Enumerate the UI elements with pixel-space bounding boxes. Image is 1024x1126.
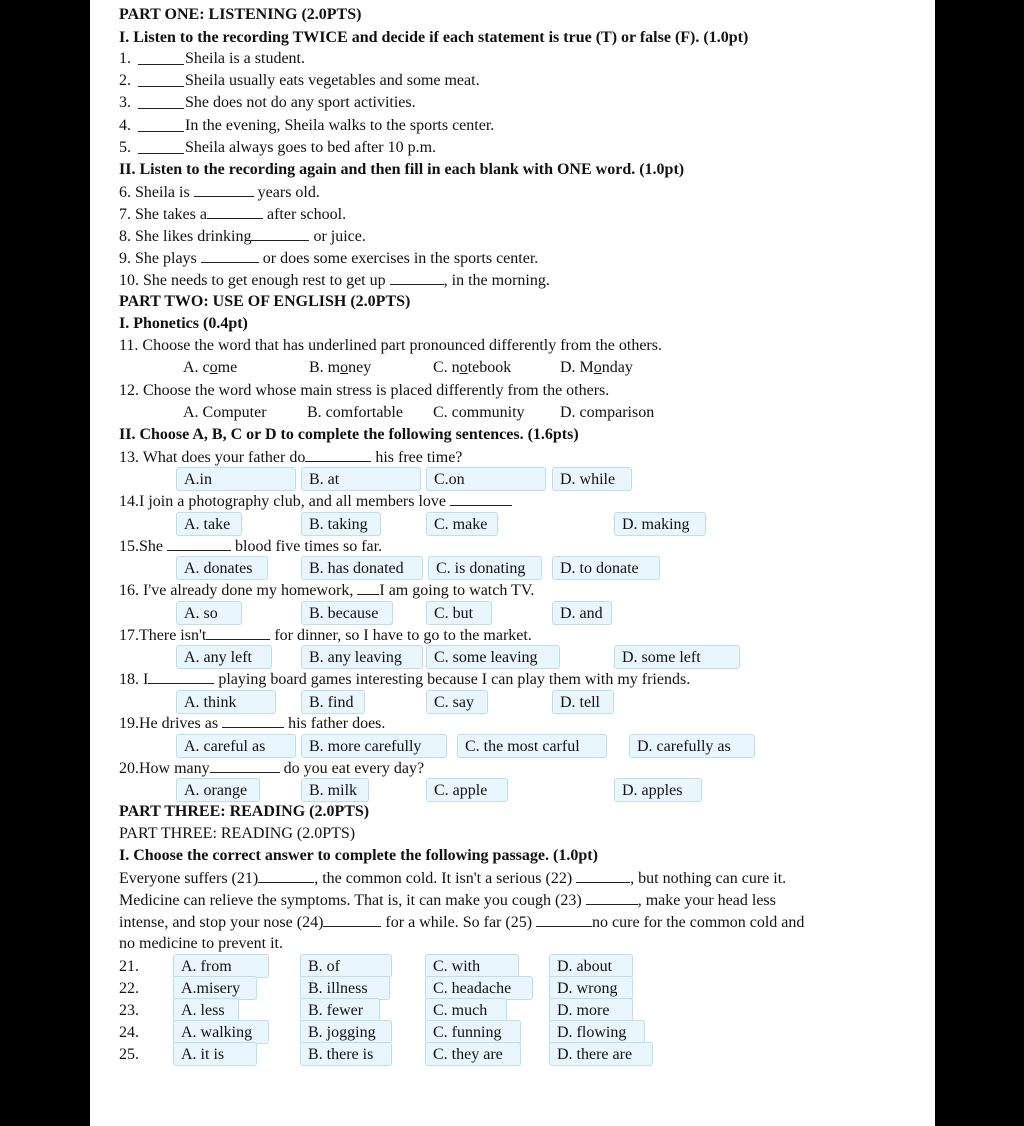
answer-blank[interactable]	[450, 491, 512, 506]
answer-blank[interactable]	[206, 625, 270, 640]
answer-blank[interactable]	[222, 713, 284, 728]
option-c[interactable]: C. say	[426, 690, 488, 714]
answer-blank[interactable]	[138, 50, 184, 65]
option-c[interactable]: C. with	[425, 954, 519, 978]
option-c[interactable]: C. much	[425, 998, 507, 1022]
option-b[interactable]: B. there is	[300, 1042, 392, 1066]
part-three-title-repeat: PART THREE: READING (2.0PTS)	[119, 825, 356, 842]
option-b[interactable]: B. find	[301, 690, 365, 714]
option-d[interactable]: D. flowing	[549, 1020, 645, 1044]
option-b[interactable]: B. more carefully	[301, 734, 447, 758]
option-d[interactable]: D. to donate	[552, 556, 660, 580]
part-one-section-2: II. Listen to the recording again and then fill in each blank with ONE word. (1.0pt)	[119, 161, 685, 178]
tf-statement: Sheila always goes to bed after 10 p.m.	[185, 139, 437, 156]
option-c[interactable]: C. funning	[425, 1020, 521, 1044]
option-b[interactable]: B. jogging	[300, 1020, 392, 1044]
tf-statement: She does not do any sport activities.	[185, 94, 416, 111]
option-a[interactable]: A. from	[173, 954, 269, 978]
item-number: 24.	[119, 1024, 139, 1041]
phonetics-heading: I. Phonetics (0.4pt)	[119, 315, 248, 332]
answer-blank[interactable]	[194, 182, 254, 197]
option-c[interactable]: C. is donating	[428, 556, 542, 580]
option-d[interactable]: D. comparison	[560, 404, 655, 421]
option-a[interactable]: A. less	[173, 998, 239, 1022]
answer-blank[interactable]	[201, 248, 259, 263]
option-c[interactable]: C. apple	[426, 778, 508, 802]
answer-blank[interactable]	[390, 270, 444, 285]
answer-blank[interactable]	[586, 890, 638, 905]
fill-item: 9. She plays or does some exercises in the sports center.	[119, 250, 539, 267]
fill-item: 6. Sheila is years old.	[119, 184, 320, 201]
option-b[interactable]: B. of	[300, 954, 392, 978]
answer-blank[interactable]	[148, 669, 214, 684]
passage-line: no medicine to prevent it.	[119, 935, 283, 952]
option-c[interactable]: C. but	[426, 601, 492, 625]
answer-blank[interactable]	[138, 139, 184, 154]
option-d[interactable]: D. some left	[614, 645, 740, 669]
question-20: 20.How many do you eat every day?	[119, 760, 425, 777]
option-d[interactable]: D. Monday	[560, 359, 633, 376]
tf-number: 2.	[119, 72, 131, 89]
item-number: 21.	[119, 958, 139, 975]
option-c[interactable]: C. make	[426, 512, 498, 536]
option-b[interactable]: B. money	[309, 359, 372, 376]
item-number: 23.	[119, 1002, 139, 1019]
option-b[interactable]: B. fewer	[300, 998, 380, 1022]
option-b[interactable]: B. comfortable	[307, 404, 403, 421]
answer-blank[interactable]	[138, 117, 184, 132]
option-b[interactable]: B. illness	[300, 976, 390, 1000]
tf-number: 4.	[119, 117, 131, 134]
option-b[interactable]: B. any leaving	[301, 645, 423, 669]
answer-blank[interactable]	[138, 94, 184, 109]
option-b[interactable]: B. milk	[301, 778, 369, 802]
question-14: 14.I join a photography club, and all members love	[119, 491, 512, 512]
option-d[interactable]: D. making	[614, 512, 706, 536]
option-a[interactable]: A.in	[176, 467, 296, 491]
answer-blank[interactable]	[167, 536, 231, 551]
fill-item: 10. She needs to get enough rest to get up , in the morning.	[119, 272, 550, 289]
part-one-title: PART ONE: LISTENING (2.0PTS)	[119, 6, 362, 23]
option-a[interactable]: A. any left	[176, 645, 272, 669]
option-b[interactable]: B. at	[301, 467, 421, 491]
option-a[interactable]: A. it is	[173, 1042, 257, 1066]
option-c[interactable]: C. notebook	[433, 359, 512, 376]
option-a[interactable]: A. come	[183, 359, 238, 376]
answer-blank[interactable]	[251, 226, 309, 241]
option-d[interactable]: D. apples	[614, 778, 702, 802]
question-12: 12. Choose the word whose main stress is placed differently from the others.	[119, 382, 610, 399]
option-b[interactable]: B. because	[301, 601, 393, 625]
answer-blank[interactable]	[258, 868, 314, 883]
passage-line: intense, and stop your nose (24) for a while. So far (25) no cure for the common cold and	[119, 914, 805, 931]
part-two-title: PART TWO: USE OF ENGLISH (2.0PTS)	[119, 293, 411, 310]
option-a[interactable]: A. walking	[173, 1020, 269, 1044]
option-d[interactable]: D. carefully as	[629, 734, 755, 758]
answer-blank[interactable]	[138, 72, 184, 87]
tf-number: 1.	[119, 50, 131, 67]
fill-item: 7. She takes a after school.	[119, 206, 347, 223]
option-d[interactable]: D. about	[549, 954, 633, 978]
answer-blank[interactable]	[576, 868, 630, 883]
answer-blank[interactable]	[357, 580, 379, 595]
item-number: 22.	[119, 980, 139, 997]
answer-blank[interactable]	[536, 912, 592, 927]
option-c[interactable]: C. some leaving	[426, 645, 560, 669]
option-a[interactable]: A. careful as	[176, 734, 296, 758]
tf-number: 3.	[119, 94, 131, 111]
answer-blank[interactable]	[323, 912, 381, 927]
option-d[interactable]: D. tell	[552, 690, 614, 714]
tf-statement: In the evening, Sheila walks to the sports center.	[185, 117, 495, 134]
question-19: 19.He drives as his father does.	[119, 715, 386, 732]
option-a[interactable]: A. think	[176, 690, 276, 714]
tf-number: 5.	[119, 139, 131, 156]
option-c[interactable]: C. the most carful	[457, 734, 607, 758]
option-c[interactable]: C.on	[426, 467, 546, 491]
passage-line: Everyone suffers (21) , the common cold. It isn't a serious (22) , but nothing can cure it.	[119, 870, 787, 887]
answer-blank[interactable]	[305, 447, 371, 462]
item-number: 25.	[119, 1046, 139, 1063]
option-a[interactable]: A. so	[176, 601, 242, 625]
question-16: 16. I've already done my homework, I am going to watch TV.	[119, 582, 535, 599]
option-d[interactable]: D. while	[552, 467, 632, 491]
option-a[interactable]: A. Computer	[183, 404, 267, 421]
option-a[interactable]: A. take	[176, 512, 242, 536]
option-a[interactable]: A. orange	[176, 778, 260, 802]
question-11: 11. Choose the word that has underlined part pronounced differently from the others.	[119, 337, 662, 354]
option-b[interactable]: B. taking	[301, 512, 381, 536]
answer-blank[interactable]	[207, 204, 263, 219]
passage-line: Medicine can relieve the symptoms. That is, it can make you cough (23) , make your head less	[119, 892, 776, 909]
part-one-section-1: I. Listen to the recording TWICE and decide if each statement is true (T) or false (F). (1.0pt)	[119, 29, 749, 46]
option-c[interactable]: C. headache	[425, 976, 533, 1000]
option-d[interactable]: D. more	[549, 998, 633, 1022]
option-c[interactable]: C. they are	[425, 1042, 521, 1066]
option-d[interactable]: D. and	[552, 601, 612, 625]
fill-item: 8. She likes drinking or juice.	[119, 228, 366, 245]
option-a[interactable]: A.misery	[173, 976, 257, 1000]
question-15: 15.She blood five times so far.	[119, 538, 383, 555]
option-b[interactable]: B. has donated	[301, 556, 423, 580]
part-three-title: PART THREE: READING (2.0PTS)	[119, 803, 370, 820]
part-three-section-1: I. Choose the correct answer to complete the following passage. (1.0pt)	[119, 847, 598, 864]
answer-blank[interactable]	[210, 758, 280, 773]
option-a[interactable]: A. donates	[176, 556, 268, 580]
question-18: 18. I playing board games interesting because I can play them with my friends.	[119, 671, 691, 688]
tf-statement: Sheila usually eats vegetables and some meat.	[185, 72, 480, 89]
question-13: 13. What does your father do his free time?	[119, 449, 463, 466]
option-d[interactable]: D. wrong	[549, 976, 633, 1000]
option-d[interactable]: D. there are	[549, 1042, 653, 1066]
part-two-section-2: II. Choose A, B, C or D to complete the following sentences. (1.6pts)	[119, 426, 579, 443]
question-17: 17.There isn't for dinner, so I have to go to the market.	[119, 627, 532, 644]
tf-statement: Sheila is a student.	[185, 50, 305, 67]
option-c[interactable]: C. community	[433, 404, 525, 421]
